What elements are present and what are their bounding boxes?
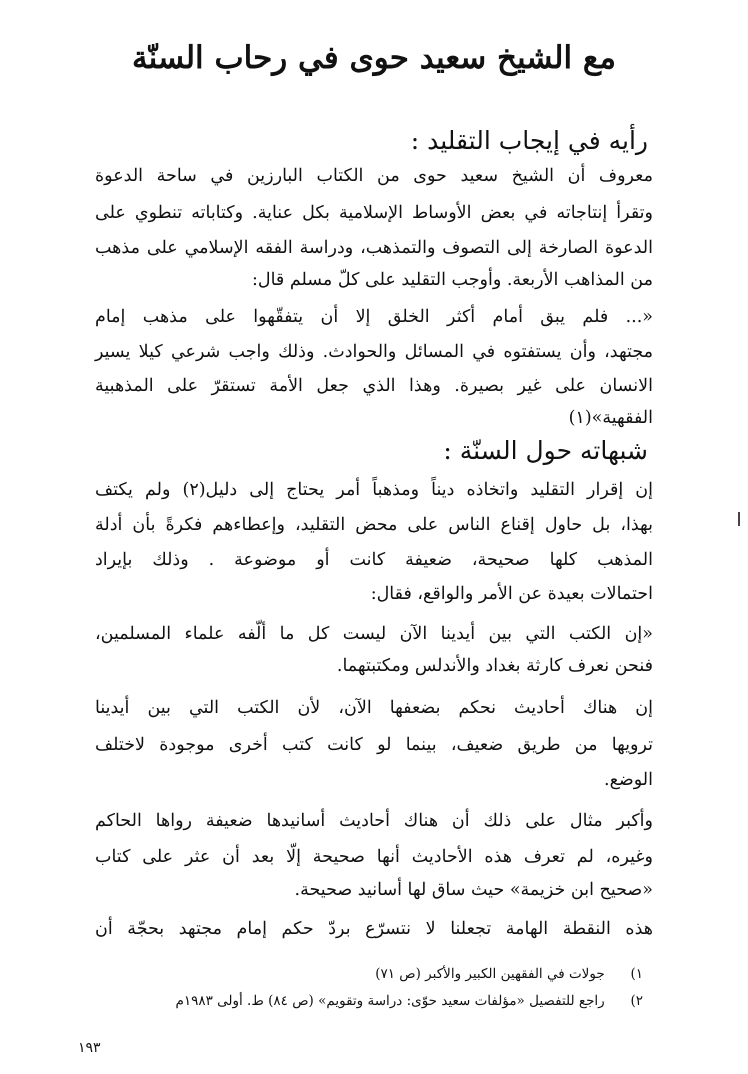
footnote-2 <box>120 993 643 1009</box>
paragraph-line: المذهب كلها صحيحة، ضعيفة كانت أو موضوعة . وذلك بإيراد <box>95 550 653 570</box>
quote-line: «صحيح ابن خزيمة» حيث ساق لها أسانيد صحيحة. <box>294 880 653 900</box>
paragraph-line: احتمالات بعيدة عن الأمر والواقع، فقال: <box>370 584 653 604</box>
paragraph-line: معروف أن الشيخ سعيد حوى من الكتاب البارزين في ساحة الدعوة <box>95 166 653 186</box>
quote-line: وأكبر مثال على ذلك أن هناك أحاديث أسانيدها ضعيفة رواها الحاكم <box>95 811 653 831</box>
page-title: مع الشيخ سعيد حوى في رحاب السنّة <box>131 40 617 76</box>
paragraph-line: إن إقرار التقليد واتخاذه ديناً ومذهباً أمر يحتاج إلى دليل(٢) ولم يكتف <box>95 480 653 500</box>
scan-mark <box>738 512 740 526</box>
paragraph-line: بهذا، بل حاول إقناع الناس على محض التقليد، وإعطاءهم فكرةً بأن أدلة <box>95 515 653 535</box>
quote-line: الوضع. <box>604 770 653 790</box>
quote-line: «... فلم يبق أمام أكثر الخلق إلا أن يتفقّهوا على مذهب إمام <box>95 307 653 327</box>
quote-line: الانسان على غير بصيرة. وهذا الذي جعل الأمة تستقرّ على المذهبية <box>95 376 653 396</box>
quote-line: الفقهية»(١) <box>568 408 653 428</box>
quote-line: مجتهد، وأن يستفتوه في المسائل والحوادث. وذلك واجب شرعي كيلا يسير <box>95 342 653 362</box>
quote-line: «إن الكتب التي بين أيدينا الآن ليست كل ما ألّفه علماء المسلمين، <box>95 624 653 644</box>
section-heading-sunnah: شبهاته حول السنّة : <box>443 436 648 465</box>
quote-line: إن هناك أحاديث نحكم بضعفها الآن، لأن الكتب التي بين أيدينا <box>95 698 653 718</box>
section-heading-taqlid: رأيه في إيجاب التقليد : <box>410 126 648 155</box>
footnote-number: ٢) <box>630 993 643 1009</box>
paragraph-line: الدعوة الصارخة إلى التصوف والتمذهب، ودراسة الفقه الإسلامي على مذهب <box>95 238 653 258</box>
footnote-text: جولات في الفقهين الكبير والأكبر (ص ٧١) <box>375 966 605 982</box>
paragraph-line: من المذاهب الأربعة. وأوجب التقليد على كلّ مسلم قال: <box>251 270 653 290</box>
footnote-number: ١) <box>630 966 643 982</box>
quote-line: ترويها من طريق ضعيف، بينما لو كانت كتب أخرى موجودة لاختلف <box>95 735 653 755</box>
footnote-text: راجع للتفصيل «مؤلفات سعيد حوّى: دراسة وتقويم» (ص ٨٤) ط. أولى ١٩٨٣م <box>175 993 605 1009</box>
footnote-1 <box>120 966 643 982</box>
quote-line: فنحن نعرف كارثة بغداد والأندلس ومكتبتهما. <box>336 656 653 676</box>
paragraph-line: وتقرأ إنتاجاته في بعض الأوساط الإسلامية بكل عناية. وكتاباته تنطوي على <box>95 203 653 223</box>
quote-line: هذه النقطة الهامة تجعلنا لا نتسرّع بردّ حكم إمام مجتهد بحجّة أن <box>95 919 653 939</box>
quote-line: وغيره، لم تعرف هذه الأحاديث أنها صحيحة إلّا بعد أن عثر على كتاب <box>95 847 653 867</box>
page-number: ١٩٣ <box>78 1040 101 1056</box>
